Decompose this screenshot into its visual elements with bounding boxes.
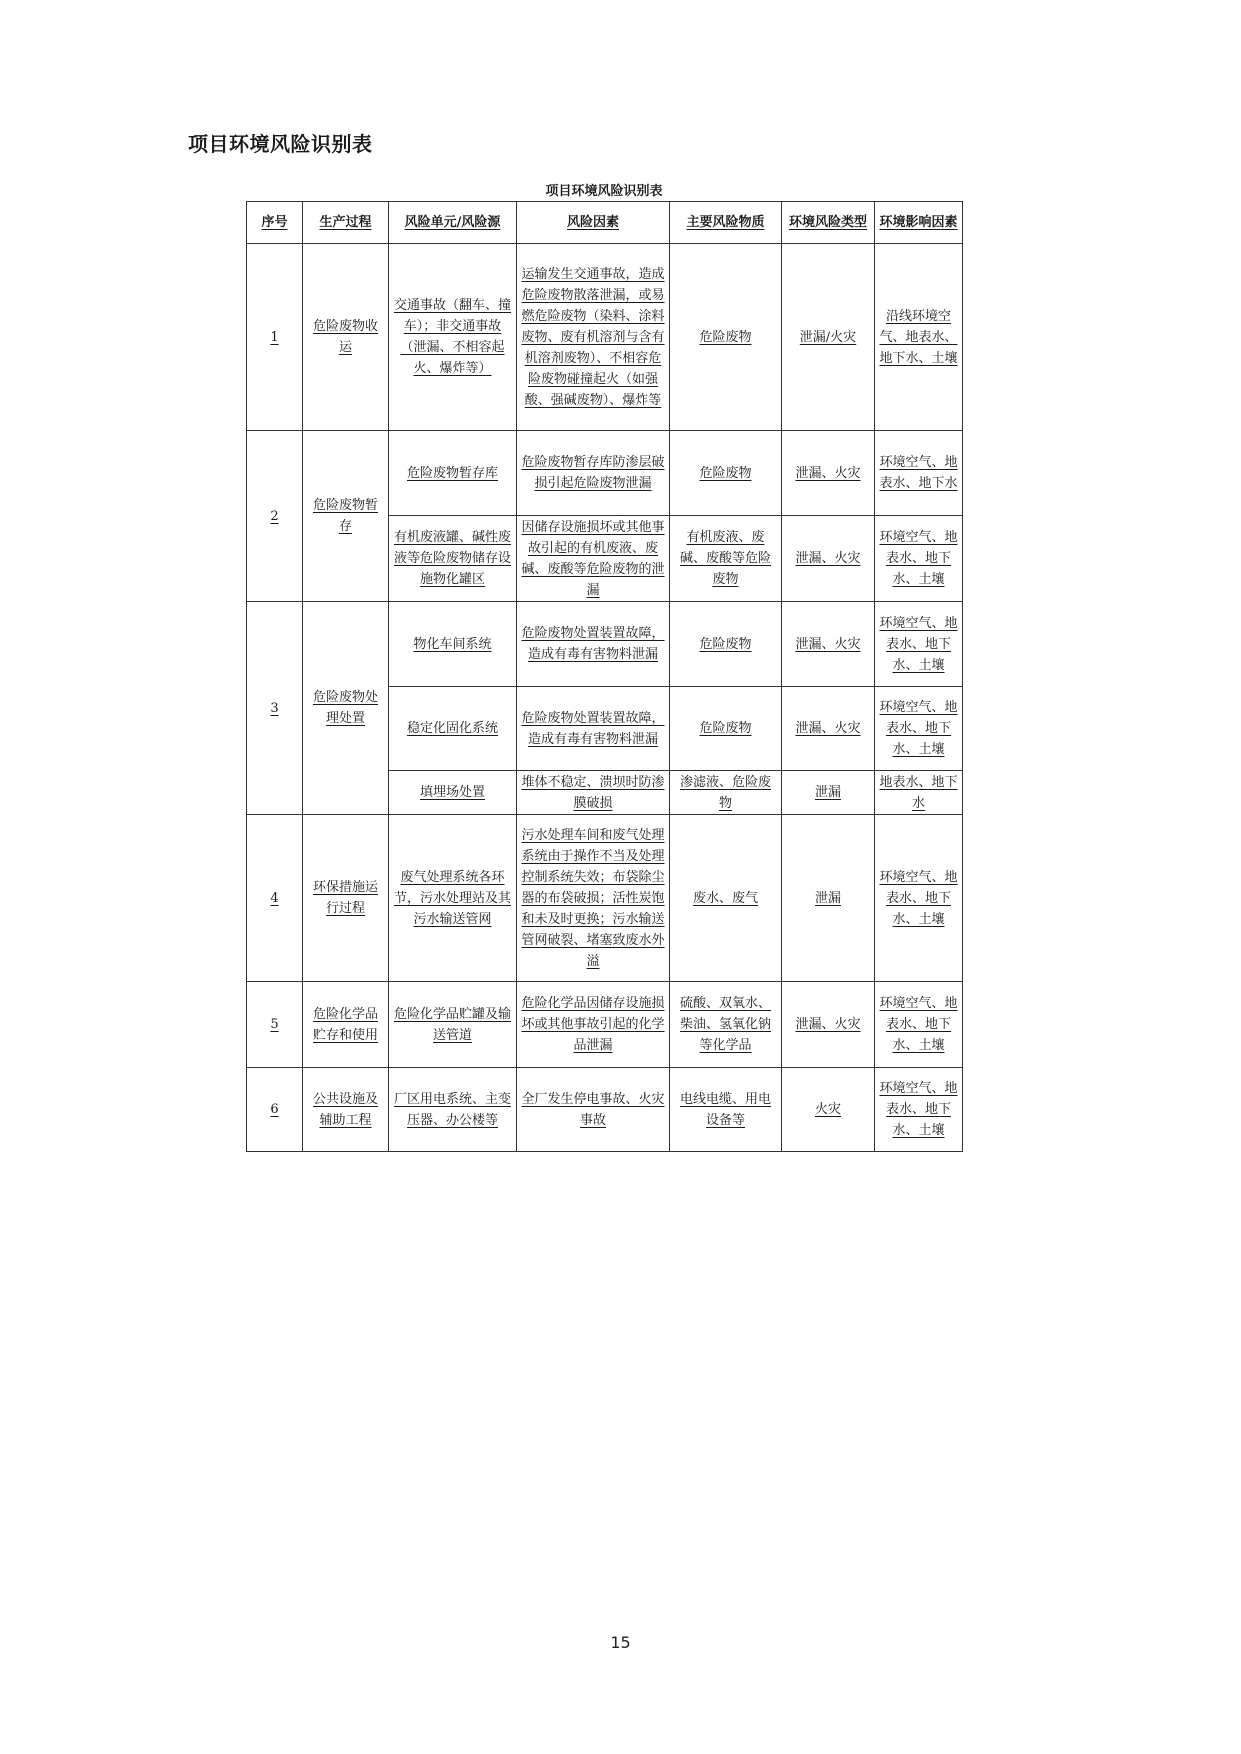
- risk-type: 泄漏: [782, 771, 875, 815]
- table-caption: 项目环境风险识别表: [545, 184, 663, 199]
- row-number: 1: [247, 244, 303, 431]
- risk-identification-table: [246, 201, 963, 1152]
- risk-substance: 危险废物: [670, 431, 782, 516]
- table-header-row: [247, 202, 963, 244]
- risk-type: 泄漏: [782, 815, 875, 982]
- table-row: [247, 982, 963, 1068]
- row-number: 6: [247, 1068, 303, 1152]
- risk-source: 厂区用电系统、主变压器、办公楼等: [389, 1068, 517, 1152]
- row-number: 5: [247, 982, 303, 1068]
- column-header: 主要风险物质: [670, 202, 782, 244]
- column-header: 风险单元/风险源: [389, 202, 517, 244]
- impact-factor: 环境空气、地表水、地下水、土壤: [875, 1068, 963, 1152]
- risk-factor: 运输发生交通事故，造成危险废物散落泄漏，或易燃危险废物（染料、涂料废物、废有机溶剂与含有机溶剂废物）、不相容危险废物碰撞起火（如强酸、强碱废物）、爆炸等: [517, 244, 670, 431]
- risk-type: 泄漏、火灾: [782, 687, 875, 771]
- risk-type: 泄漏、火灾: [782, 431, 875, 516]
- risk-factor: 危险化学品因储存设施损坏或其他事故引起的化学品泄漏: [517, 982, 670, 1068]
- column-header: 环境影响因素: [875, 202, 963, 244]
- risk-source: 填埋场处置: [389, 771, 517, 815]
- impact-factor: 环境空气、地表水、地下水、土壤: [875, 516, 963, 602]
- column-header: 序号: [247, 202, 303, 244]
- section-heading: 项目环境风险识别表: [188, 132, 373, 156]
- risk-substance: 废水、废气: [670, 815, 782, 982]
- risk-substance: 渗滤液、危险废物: [670, 771, 782, 815]
- risk-source: 危险化学品贮罐及输送管道: [389, 982, 517, 1068]
- risk-factor: 危险废物暂存库防渗层破损引起危险废物泄漏: [517, 431, 670, 516]
- risk-factor: 堆体不稳定、溃坝时防渗膜破损: [517, 771, 670, 815]
- production-process: 危险化学品贮存和使用: [303, 982, 389, 1068]
- table-row: [247, 815, 963, 982]
- impact-factor: 环境空气、地表水、地下水、土壤: [875, 982, 963, 1068]
- row-number: 4: [247, 815, 303, 982]
- risk-source: 危险废物暂存库: [389, 431, 517, 516]
- table-row: [247, 431, 963, 516]
- column-header: 风险因素: [517, 202, 670, 244]
- column-header: 环境风险类型: [782, 202, 875, 244]
- risk-source: 稳定化固化系统: [389, 687, 517, 771]
- risk-substance: 危险废物: [670, 687, 782, 771]
- risk-type: 泄漏、火灾: [782, 602, 875, 687]
- table-row: [247, 602, 963, 687]
- impact-factor: 沿线环境空气、地表水、地下水、土壤: [875, 244, 963, 431]
- impact-factor: 环境空气、地表水、地下水: [875, 431, 963, 516]
- risk-source: 废气处理系统各环节，污水处理站及其污水输送管网: [389, 815, 517, 982]
- impact-factor: 环境空气、地表水、地下水、土壤: [875, 602, 963, 687]
- risk-type: 泄漏/火灾: [782, 244, 875, 431]
- production-process: 环保措施运行过程: [303, 815, 389, 982]
- impact-factor: 地表水、地下水: [875, 771, 963, 815]
- risk-substance: 危险废物: [670, 602, 782, 687]
- risk-factor: 全厂发生停电事故、火灾事故: [517, 1068, 670, 1152]
- risk-substance: 硫酸、双氧水、柴油、氢氧化钠等化学品: [670, 982, 782, 1068]
- production-process: 危险废物处理处置: [303, 602, 389, 815]
- risk-type: 火灾: [782, 1068, 875, 1152]
- row-number: 3: [247, 602, 303, 815]
- risk-factor: 因储存设施损坏或其他事故引起的有机废液、废碱、废酸等危险废物的泄漏: [517, 516, 670, 602]
- risk-type: 泄漏、火灾: [782, 516, 875, 602]
- row-number: 2: [247, 431, 303, 602]
- risk-factor: 危险废物处置装置故障，造成有毒有害物料泄漏: [517, 687, 670, 771]
- risk-type: 泄漏、火灾: [782, 982, 875, 1068]
- production-process: 危险废物收运: [303, 244, 389, 431]
- risk-substance: 电线电缆、用电设备等: [670, 1068, 782, 1152]
- production-process: 公共设施及辅助工程: [303, 1068, 389, 1152]
- production-process: 危险废物暂存: [303, 431, 389, 602]
- impact-factor: 环境空气、地表水、地下水、土壤: [875, 687, 963, 771]
- risk-substance: 有机废液、废碱、废酸等危险废物: [670, 516, 782, 602]
- column-header: 生产过程: [303, 202, 389, 244]
- table-row: [247, 1068, 963, 1152]
- risk-factor: 危险废物处置装置故障，造成有毒有害物料泄漏: [517, 602, 670, 687]
- table-row: [247, 244, 963, 431]
- risk-source: 交通事故（翻车、撞车）；非交通事故（泄漏、不相容起火、爆炸等）: [389, 244, 517, 431]
- risk-factor: 污水处理车间和废气处理系统由于操作不当及处理控制系统失效；布袋除尘器的布袋破损；活性炭饱和未及时更换；污水输送管网破裂、堵塞致废水外溢: [517, 815, 670, 982]
- impact-factor: 环境空气、地表水、地下水、土壤: [875, 815, 963, 982]
- page-number: 15: [610, 1633, 631, 1652]
- risk-source: 物化车间系统: [389, 602, 517, 687]
- risk-source: 有机废液罐、碱性废液等危险废物储存设施物化罐区: [389, 516, 517, 602]
- risk-substance: 危险废物: [670, 244, 782, 431]
